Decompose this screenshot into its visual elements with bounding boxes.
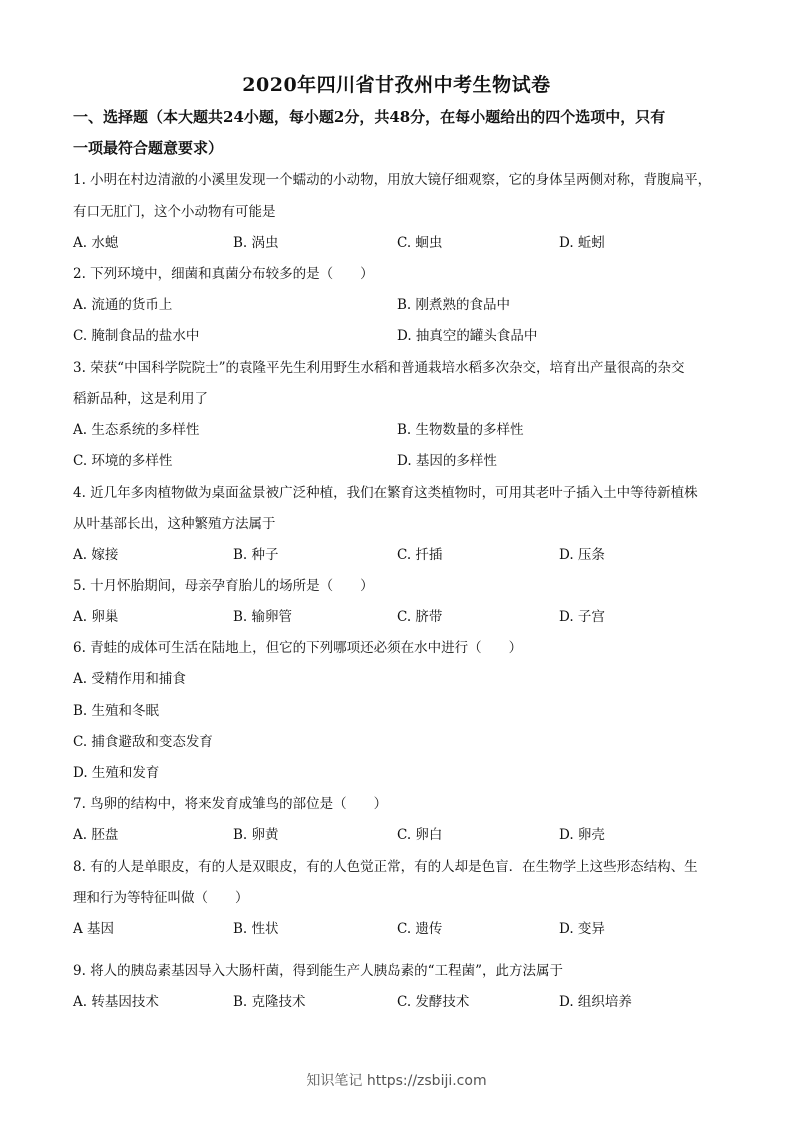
question-7-option-c: C. 卵白	[397, 827, 443, 843]
question-8-stem-line-1: 8. 有的人是单眼皮，有的人是双眼皮，有的人色觉正常，有的人却是色盲．在生物学上这些形态结构、生	[73, 859, 698, 875]
question-1-stem-line-1: 1. 小明在村边清澈的小溪里发现一个蠕动的小动物，用放大镜仔细观察，它的身体呈两侧对称，背腹扁平，	[73, 172, 712, 188]
question-6-option-a: A. 受精作用和捕食	[73, 671, 186, 687]
question-4-option-d: D. 压条	[559, 547, 605, 563]
question-6-stem: 6. 青蛙的成体可生活在陆地上，但它的下列哪项还必须在水中进行（ ）	[73, 640, 523, 656]
question-3-option-a: A. 生态系统的多样性	[73, 422, 200, 438]
question-3-option-d: D. 基因的多样性	[397, 453, 497, 469]
question-5-option-a: A. 卵巢	[73, 609, 119, 625]
section-heading-line-1: 一、选择题（本大题共24小题，每小题2分，共48分，在每小题给出的四个选项中，只有	[73, 108, 666, 126]
question-9-option-a: A. 转基因技术	[73, 994, 159, 1010]
question-1-option-d: D. 蚯蚓	[559, 235, 605, 251]
footer-watermark: 知识笔记 https://zsbiji.com	[306, 1073, 487, 1089]
question-9-option-d: D. 组织培养	[559, 994, 632, 1010]
question-7-stem: 7. 鸟卵的结构中，将来发育成雏鸟的部位是（ ）	[73, 796, 388, 812]
question-8-stem-line-2: 理和行为等特征叫做（ ）	[73, 890, 249, 906]
question-3-stem-line-2: 稻新品种，这是利用了	[73, 391, 208, 407]
question-9-stem: 9. 将人的胰岛素基因导入大肠杆菌，得到能生产人胰岛素的“工程菌”，此方法属于	[73, 963, 563, 979]
question-2-option-b: B. 刚煮熟的食品中	[397, 297, 511, 313]
question-9-option-b: B. 克隆技术	[233, 994, 306, 1010]
question-4-option-a: A. 嫁接	[73, 547, 119, 563]
question-4-option-b: B. 种子	[233, 547, 279, 563]
section-heading-line-2: 一项最符合题意要求）	[73, 139, 224, 157]
question-6-option-c: C. 捕食避敌和变态发育	[73, 734, 213, 750]
question-7-option-d: D. 卵壳	[559, 827, 605, 843]
question-1-option-a: A. 水螅	[73, 235, 119, 251]
question-1-stem-line-2: 有口无肛门，这个小动物有可能是	[73, 204, 276, 220]
question-2-option-a: A. 流通的货币上	[73, 297, 173, 313]
question-5-option-d: D. 子宫	[559, 609, 605, 625]
question-3-stem-line-1: 3. 荣获“中国科学院院士”的袁隆平先生利用野生水稻和普通栽培水稻多次杂交，培育出产量很高的杂交	[73, 360, 685, 376]
question-2-stem: 2. 下列环境中，细菌和真菌分布较多的是（ ）	[73, 266, 374, 282]
question-4-stem-line-1: 4. 近几年多肉植物做为桌面盆景被广泛种植，我们在繁育这类植物时，可用其老叶子插入土中等待新植株	[73, 485, 698, 501]
question-4-stem-line-2: 从叶基部长出，这种繁殖方法属于	[73, 516, 276, 532]
page-title: 2020年四川省甘孜州中考生物试卷	[242, 74, 551, 96]
question-5-option-c: C. 脐带	[397, 609, 443, 625]
question-2-option-d: D. 抽真空的罐头食品中	[397, 328, 538, 344]
question-9-option-c: C. 发酵技术	[397, 994, 470, 1010]
question-1-option-b: B. 涡虫	[233, 235, 279, 251]
question-2-option-c: C. 腌制食品的盐水中	[73, 328, 200, 344]
question-6-option-b: B. 生殖和冬眠	[73, 703, 160, 719]
question-6-option-d: D. 生殖和发育	[73, 765, 160, 781]
question-8-option-a: A 基因	[73, 921, 115, 937]
question-8-option-b: B. 性状	[233, 921, 279, 937]
question-3-option-b: B. 生物数量的多样性	[397, 422, 524, 438]
question-7-option-b: B. 卵黄	[233, 827, 279, 843]
question-5-stem: 5. 十月怀胎期间，母亲孕育胎儿的场所是（ ）	[73, 578, 374, 594]
question-5-option-b: B. 输卵管	[233, 609, 293, 625]
question-3-option-c: C. 环境的多样性	[73, 453, 173, 469]
question-4-option-c: C. 扦插	[397, 547, 443, 563]
question-8-option-d: D. 变异	[559, 921, 605, 937]
question-8-option-c: C. 遗传	[397, 921, 443, 937]
question-7-option-a: A. 胚盘	[73, 827, 119, 843]
question-1-option-c: C. 蛔虫	[397, 235, 443, 251]
